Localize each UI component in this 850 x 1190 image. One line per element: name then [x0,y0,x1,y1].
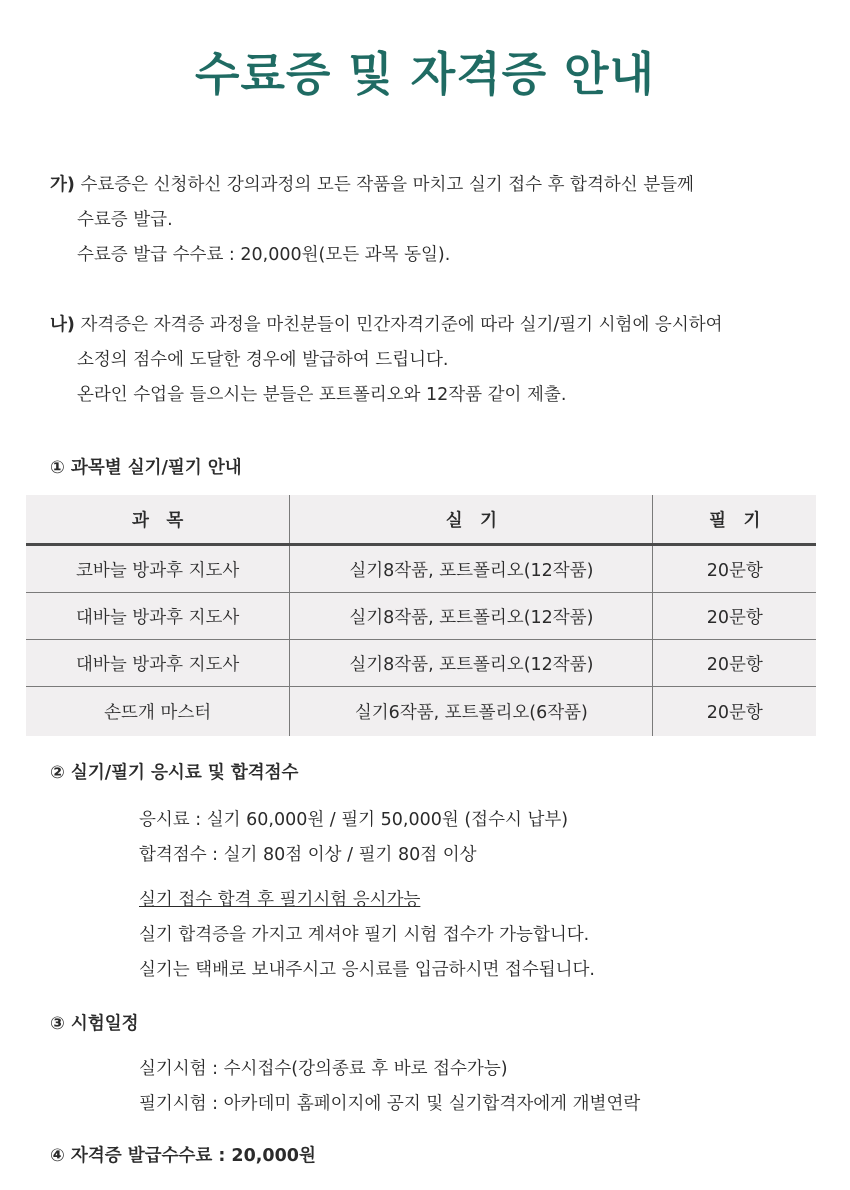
cell-practical: 실기6작품, 포트폴리오(6작품) [290,687,653,737]
section-na-line1: 나) 자격증은 자격증 과정을 마친분들이 민간자격기준에 따라 실기/필기 시험에 응시하여 [50,315,723,335]
cell-subject: 코바늘 방과후 지도사 [26,545,290,593]
cell-subject: 대바늘 방과후 지도사 [26,640,290,687]
section3-heading: ③ 시험일정 [50,1014,139,1034]
cell-written: 20문항 [653,545,816,593]
cell-practical: 실기8작품, 포트폴리오(12작품) [290,545,653,593]
header-practical: 실 기 [290,495,653,545]
section-na-tag: 나) [50,315,75,335]
section-ga [50,168,694,273]
section3-schedule [139,1052,640,1122]
section2-notes [139,883,595,988]
section2-fees [139,803,568,873]
section4-heading: ④ 자격증 발급수수료 : 20,000원 [50,1146,316,1166]
cell-written: 20문항 [653,593,816,640]
note-title: 실기 접수 합격 후 필기시험 응시가능 [139,890,421,910]
cell-practical: 실기8작품, 포트폴리오(12작품) [290,593,653,640]
header-subject: 과 목 [26,495,290,545]
fee-line: 응시료 : 실기 60,000원 / 필기 50,000원 (접수시 납부) [139,810,569,830]
cell-subject: 대바늘 방과후 지도사 [26,593,290,640]
practical-schedule: 실기시험 : 수시접수(강의종료 후 바로 접수가능) [139,1059,508,1079]
section-ga-line1: 가) 수료증은 신청하신 강의과정의 모든 작품을 마치고 실기 접수 후 합격하신 분들께 [50,175,694,195]
written-schedule: 필기시험 : 아카데미 홈페이지에 공지 및 실기합격자에게 개별연락 [139,1094,641,1114]
table-row [26,687,816,737]
section-na-line2: 소정의 점수에 도달한 경우에 발급하여 드립니다. [77,350,449,370]
table-header-row [26,495,816,545]
table-row [26,593,816,640]
note-line2: 실기는 택배로 보내주시고 응시료를 입금하시면 접수됩니다. [139,960,595,980]
section1-heading: ① 과목별 실기/필기 안내 [50,458,242,478]
section2-heading: ② 실기/필기 응시료 및 합격점수 [50,763,299,783]
subject-table [26,495,816,736]
table-row [26,545,816,593]
cell-subject: 손뜨개 마스터 [26,687,290,737]
score-line: 합격점수 : 실기 80점 이상 / 필기 80점 이상 [139,845,477,865]
table-row [26,640,816,687]
note-line1: 실기 합격증을 가지고 계셔야 필기 시험 접수가 가능합니다. [139,925,590,945]
section-ga-line2: 수료증 발급. [77,210,173,230]
header-written: 필 기 [653,495,816,545]
cell-written: 20문항 [653,640,816,687]
cell-written: 20문항 [706,703,763,723]
page-title: 수료증 및 자격증 안내 [195,47,655,101]
section-na [50,308,723,413]
cell-practical: 실기8작품, 포트폴리오(12작품) [290,640,653,687]
section-na-line3: 온라인 수업을 들으시는 분들은 포트폴리오와 12작품 같이 제출. [77,385,567,405]
section-ga-line3: 수료증 발급 수수료 : 20,000원(모든 과목 동일). [77,245,451,265]
section-ga-tag: 가) [50,175,75,195]
